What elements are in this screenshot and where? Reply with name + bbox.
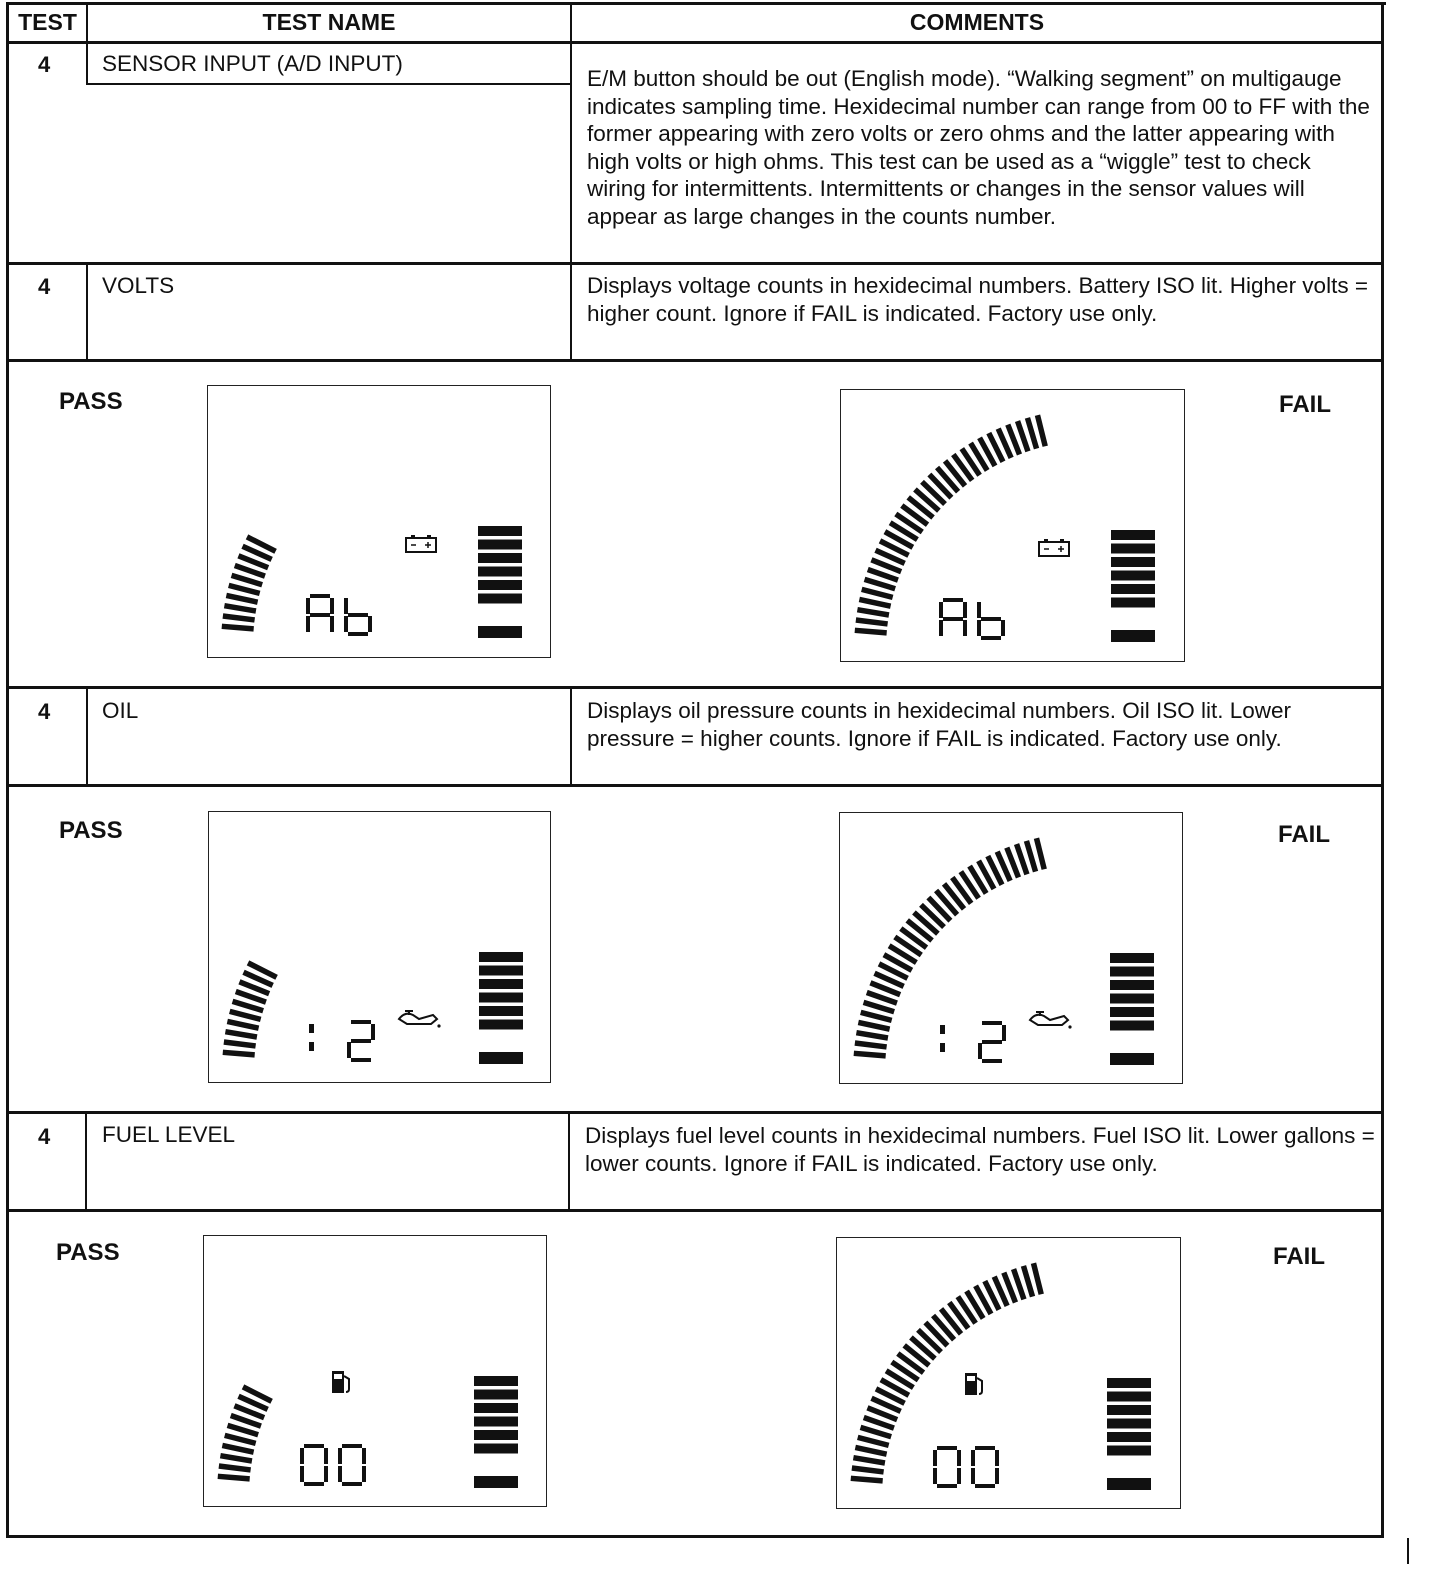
lcd-digit-A <box>939 598 967 636</box>
bar-segment <box>479 952 523 962</box>
header-test: TEST <box>18 9 77 35</box>
digit-segment <box>939 602 943 618</box>
lcd-digit-0 <box>971 1446 999 1488</box>
bar-segment <box>1110 1053 1154 1065</box>
arc-segment <box>218 1476 250 1479</box>
digit-segment <box>982 1059 1002 1063</box>
bar-segment <box>478 540 522 550</box>
row-3-test: 4 <box>38 699 51 724</box>
bar-segment <box>1110 994 1154 1004</box>
arc-segment <box>233 1001 264 1010</box>
bar-segment <box>478 567 522 577</box>
lcd-digit-b <box>344 598 372 636</box>
panel-1-pass-label: PASS <box>59 388 123 415</box>
battery-icon <box>406 535 436 552</box>
digit-segment <box>975 1484 995 1488</box>
arc-segment <box>226 595 257 602</box>
digit-segment <box>310 613 330 617</box>
digit-segment <box>982 1021 1002 1025</box>
arc-segment <box>865 579 896 588</box>
panel-1-fail-label: FAIL <box>1279 391 1331 418</box>
panel-2-fail-label: FAIL <box>1278 821 1330 848</box>
bar-segment <box>479 966 523 976</box>
arc-segment <box>856 1033 888 1038</box>
digit-segment <box>977 602 981 618</box>
digit-segment <box>324 1466 328 1482</box>
digit-segment <box>939 620 943 636</box>
arc-segment <box>222 1445 253 1452</box>
panel-3-fail-display <box>836 1237 1181 1509</box>
arc-segment <box>219 1466 251 1470</box>
lcd-digit-2 <box>978 1021 1006 1063</box>
bar-segment <box>478 626 522 638</box>
bar-segment <box>1110 1021 1154 1031</box>
arc-segment <box>1036 838 1044 869</box>
digit-segment <box>310 594 330 598</box>
panel-2-fail-display <box>839 812 1183 1084</box>
row-3-name: OIL <box>102 698 139 723</box>
digit-segment <box>971 1468 975 1484</box>
arc-segment <box>857 610 889 615</box>
digit-segment <box>351 1058 371 1062</box>
bar-segment <box>1107 1432 1151 1442</box>
arc-segment <box>855 1043 887 1047</box>
bar-segment <box>1110 967 1154 977</box>
battery-icon <box>1039 539 1069 556</box>
digit-segment <box>338 1448 342 1464</box>
arc-segment <box>854 1053 886 1056</box>
digit-segment <box>940 1043 945 1052</box>
digit-segment <box>943 617 963 621</box>
arc-segment <box>862 589 893 597</box>
digit-segment <box>344 616 348 632</box>
row-2-comment: Displays voltage counts in hexidecimal numbers. Battery ISO lit. Higher volts = higher count. Ignore if FAIL is indicated. Factory use only. <box>587 273 1368 326</box>
row-1-test: 4 <box>38 52 51 77</box>
arc-segment <box>227 1021 258 1028</box>
digit-segment <box>342 1482 362 1486</box>
bar-segment <box>1110 1007 1154 1017</box>
digit-segment <box>963 620 967 636</box>
arc-segment <box>220 1456 252 1461</box>
digit-segment <box>977 620 981 636</box>
digit-segment <box>971 1450 975 1466</box>
digit-segment <box>937 1484 957 1488</box>
bar-segment <box>474 1390 518 1400</box>
arc-segment <box>1023 1266 1032 1297</box>
bar-segment <box>479 979 523 989</box>
bar-segment <box>474 1417 518 1427</box>
arc-segment <box>230 1011 261 1019</box>
bar-segment <box>478 553 522 563</box>
digit-segment <box>943 598 963 602</box>
bar-segment <box>479 1020 523 1030</box>
bar-segment <box>474 1430 518 1440</box>
bar-segment <box>1107 1478 1151 1490</box>
arc-segment <box>228 1425 259 1434</box>
digit-segment <box>309 1024 314 1033</box>
fuel-pump-icon <box>965 1373 982 1395</box>
bar-segment <box>479 1006 523 1016</box>
digit-segment <box>371 1024 375 1040</box>
arc-segment <box>229 585 260 593</box>
lcd-digit-0 <box>933 1446 961 1488</box>
arc-segment <box>858 1437 889 1445</box>
arc-segment <box>223 1052 255 1055</box>
digit-segment <box>306 616 310 632</box>
lcd-graphic <box>837 1238 1179 1508</box>
bar-segment <box>478 580 522 590</box>
digit-segment <box>330 598 334 614</box>
arc-segment <box>855 630 887 633</box>
bar-segment <box>1111 544 1155 554</box>
header-comments: COMMENTS <box>909 9 1045 35</box>
digit-segment <box>348 632 368 636</box>
margin-mark <box>1407 1538 1409 1564</box>
bar-segment <box>478 526 522 536</box>
bar-segment <box>1107 1378 1151 1388</box>
lcd-digit-b <box>977 602 1005 640</box>
bar-segment <box>1107 1419 1151 1429</box>
bar-segment <box>1111 557 1155 567</box>
arc-segment <box>864 1002 895 1011</box>
arc-segment <box>1033 1263 1041 1294</box>
bar-segment <box>1107 1392 1151 1402</box>
panel-3-pass-label: PASS <box>56 1239 120 1266</box>
bar-segment <box>1111 584 1155 594</box>
panel-3-fail-label: FAIL <box>1273 1243 1325 1270</box>
digit-segment <box>300 1466 304 1482</box>
digit-segment <box>1001 620 1005 636</box>
lcd-graphic <box>841 390 1183 660</box>
arc-segment <box>222 626 254 629</box>
row-1-name: SENSOR INPUT (A/D INPUT) <box>102 51 403 76</box>
arc-segment <box>1027 418 1036 449</box>
arc-segment <box>1026 841 1035 872</box>
bar-segment <box>1111 530 1155 540</box>
digit-segment <box>933 1450 937 1466</box>
digit-segment <box>995 1450 999 1466</box>
arc-segment <box>224 1042 256 1046</box>
bar-segment <box>478 594 522 604</box>
digit-segment <box>362 1466 366 1482</box>
bar-segment <box>1111 630 1155 642</box>
panel-1-pass-display <box>207 385 551 658</box>
digit-segment <box>981 617 1001 621</box>
digit-segment <box>351 1020 371 1024</box>
digit-segment <box>937 1446 957 1450</box>
lcd-graphic <box>209 812 551 1082</box>
panel-1-fail-display <box>840 389 1185 662</box>
arc-segment <box>232 575 263 584</box>
bar-segment <box>1107 1405 1151 1415</box>
arc-segment <box>225 1032 257 1037</box>
arc-segment <box>855 1447 886 1454</box>
digit-segment <box>957 1468 961 1484</box>
bar-segment <box>474 1403 518 1413</box>
bar-segment <box>1110 980 1154 990</box>
fuel-pump-icon <box>332 1371 349 1393</box>
bar-segment <box>474 1476 518 1488</box>
digit-segment <box>1002 1025 1006 1041</box>
oil-can-icon <box>1030 1012 1072 1029</box>
digit-segment <box>304 1444 324 1448</box>
lcd-graphic <box>840 813 1182 1083</box>
digit-segment <box>963 602 967 618</box>
oil-can-icon <box>399 1011 441 1028</box>
digit-segment <box>309 1042 314 1051</box>
digit-segment <box>978 1043 982 1059</box>
digit-segment <box>368 616 372 632</box>
digit-segment <box>304 1482 324 1486</box>
panel-3-pass-display <box>203 1235 547 1507</box>
digit-segment <box>982 1040 1002 1044</box>
arc-segment <box>224 606 256 611</box>
lcd-graphic <box>208 386 550 656</box>
arc-segment <box>225 1435 256 1443</box>
digit-segment <box>362 1448 366 1464</box>
lcd-digit-0 <box>338 1444 366 1486</box>
arc-segment <box>858 1022 889 1029</box>
digit-segment <box>975 1446 995 1450</box>
bar-segment <box>479 1052 523 1064</box>
lcd-digit-A <box>306 594 334 632</box>
digit-segment <box>344 598 348 614</box>
bar-segment <box>1111 571 1155 581</box>
panel-2-pass-display <box>208 811 551 1083</box>
panel-2-pass-label: PASS <box>59 817 123 844</box>
digit-segment <box>306 598 310 614</box>
arc-segment <box>859 599 890 606</box>
row-3-comment: Displays oil pressure counts in hexidecimal numbers. Oil ISO lit. Lower pressure = higher counts. Ignore if FAIL is indicated. Factory use only. <box>587 698 1292 751</box>
bar-segment <box>474 1444 518 1454</box>
arc-segment <box>853 1458 885 1463</box>
digit-segment <box>351 1039 371 1043</box>
bar-segment <box>1107 1446 1151 1456</box>
digit-segment <box>338 1466 342 1482</box>
row-1-comment: E/M button should be out (English mode). “Walking segment” on multigauge indicates sampling time. Hexidecimal number can range from 00 to FF with the former appearing with zero volts or zero ohms and the latter appearing with high volts or high ohms. This test can be used as a “wiggle” test to check wiring for intermittents. Intermittents or changes in the sensor values will appear as large changes in the counts number. <box>587 66 1370 229</box>
arc-segment <box>861 1427 892 1436</box>
lcd-digit-0 <box>300 1444 328 1486</box>
arc-segment <box>851 1478 883 1481</box>
digit-segment <box>300 1448 304 1464</box>
header-test-name: TEST NAME <box>262 9 396 35</box>
digit-segment <box>330 616 334 632</box>
row-2-test: 4 <box>38 274 51 299</box>
arc-segment <box>861 1012 892 1020</box>
bar-segment <box>479 993 523 1003</box>
lcd-graphic <box>204 1236 546 1506</box>
digit-segment <box>933 1468 937 1484</box>
row-4-name: FUEL LEVEL <box>102 1122 235 1147</box>
digit-segment <box>342 1444 362 1448</box>
bar-segment <box>474 1376 518 1386</box>
row-4-test: 4 <box>38 1124 51 1149</box>
digit-segment <box>324 1448 328 1464</box>
row-2-name: VOLTS <box>102 273 175 298</box>
digit-segment <box>348 613 368 617</box>
arc-segment <box>1037 415 1045 446</box>
lcd-digit-2 <box>347 1020 375 1062</box>
digit-segment <box>981 636 1001 640</box>
digit-segment <box>995 1468 999 1484</box>
arc-segment <box>852 1468 884 1472</box>
row-4-comment: Displays fuel level counts in hexidecimal numbers. Fuel ISO lit. Lower gallons = lower counts. Ignore if FAIL is indicated. Factory use only. <box>585 1123 1375 1176</box>
arc-segment <box>856 620 888 624</box>
digit-segment <box>940 1025 945 1034</box>
arc-segment <box>223 616 255 620</box>
digit-segment <box>957 1450 961 1466</box>
bar-segment <box>1110 953 1154 963</box>
digit-segment <box>347 1042 351 1058</box>
bar-segment <box>1111 598 1155 608</box>
